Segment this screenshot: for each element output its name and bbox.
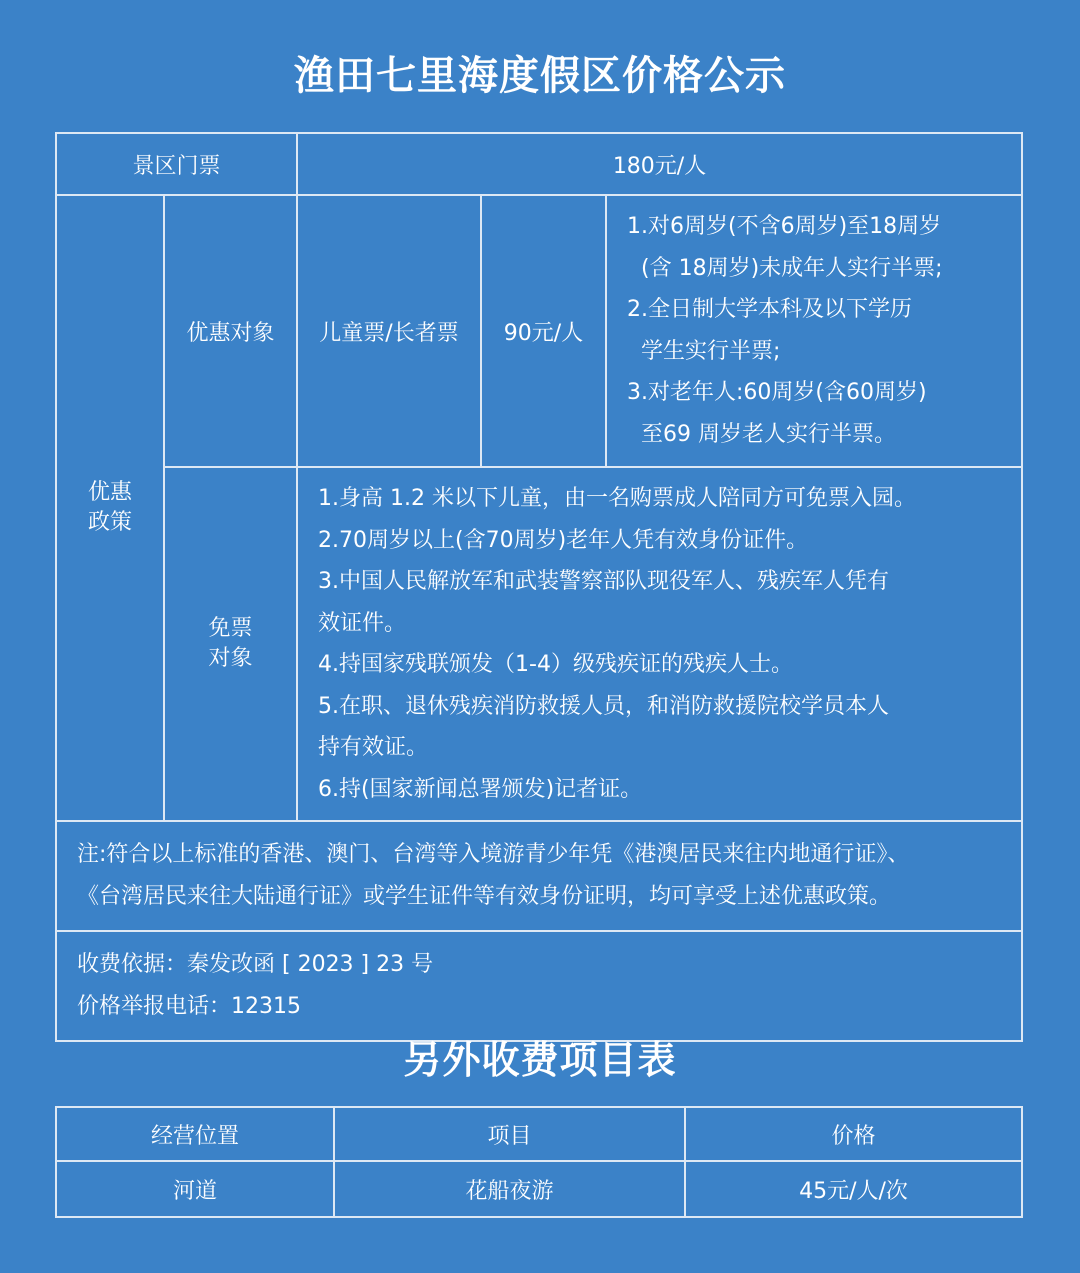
extra-header-row — [56, 1107, 1022, 1161]
list-item: 效证件。 — [318, 610, 407, 636]
policy-label: 优惠 政策 — [56, 195, 164, 821]
list-item: 3.对老年人:60周岁(含60周岁) — [627, 380, 927, 405]
list-item: 3.中国人民解放军和武装警察部队现役军人、残疾军人凭有 — [318, 569, 890, 594]
list-item: (含 18周岁)未成年人实行半票; — [641, 255, 943, 281]
free-label: 免票 对象 — [164, 467, 297, 821]
cell-location: 河道 — [56, 1161, 334, 1217]
basis-row — [56, 931, 1022, 1041]
basis-text: 收费依据：秦发改函 [ 2023 ] 23 号 价格举报电话：12315 — [56, 931, 1022, 1041]
note-row — [56, 821, 1022, 931]
discount-price: 90元/人 — [481, 195, 606, 467]
header-price: 价格 — [685, 1107, 1022, 1161]
extra-fees-title: 另外收费项目表 — [403, 1038, 677, 1082]
list-item: 2.70周岁以上(含70周岁)老年人凭有效身份证件。 — [318, 527, 809, 553]
table-row — [56, 1161, 1022, 1217]
free-rules — [297, 467, 1022, 821]
list-item: 学生实行半票; — [641, 338, 781, 364]
ticket-row — [56, 133, 1022, 195]
list-item: 2.全日制大学本科及以下学历 — [627, 297, 913, 322]
free-row — [56, 467, 1022, 821]
price-table — [55, 132, 1023, 1042]
list-item: 1.对6周岁(不含6周岁)至18周岁 — [627, 214, 942, 239]
extra-fees-table — [55, 1106, 1023, 1218]
header-item: 项目 — [334, 1107, 685, 1161]
list-item: 4.持国家残联颁发（1-4）级残疾证的残疾人士。 — [318, 652, 793, 677]
ticket-label: 景区门票 — [56, 133, 297, 195]
header-location: 经营位置 — [56, 1107, 334, 1161]
list-item: 6.持(国家新闻总署颁发)记者证。 — [318, 776, 643, 802]
discount-ticket-type: 儿童票/长者票 — [297, 195, 481, 467]
discount-rules — [606, 195, 1022, 467]
discount-row — [56, 195, 1022, 467]
list-item: 至69 周岁老人实行半票。 — [641, 421, 897, 447]
page-title: 渔田七里海度假区价格公示 — [294, 53, 786, 99]
cell-price: 45元/人/次 — [685, 1161, 1022, 1217]
list-item: 持有效证。 — [318, 735, 429, 760]
note-text: 注:符合以上标准的香港、澳门、台湾等入境游青少年凭《港澳居民来往内地通行证》、 《台湾居民来往大陆通行证》或学生证件等有效身份证明，均可享受上述优惠政策。 — [56, 821, 1022, 931]
list-item: 1.身高 1.2 米以下儿童，由一名购票成人陪同方可免票入园。 — [318, 486, 916, 511]
ticket-price: 180元/人 — [297, 133, 1022, 195]
list-item: 5.在职、退休残疾消防救援人员，和消防救援院校学员本人 — [318, 693, 890, 719]
cell-item: 花船夜游 — [334, 1161, 685, 1217]
discount-label: 优惠对象 — [164, 195, 297, 467]
